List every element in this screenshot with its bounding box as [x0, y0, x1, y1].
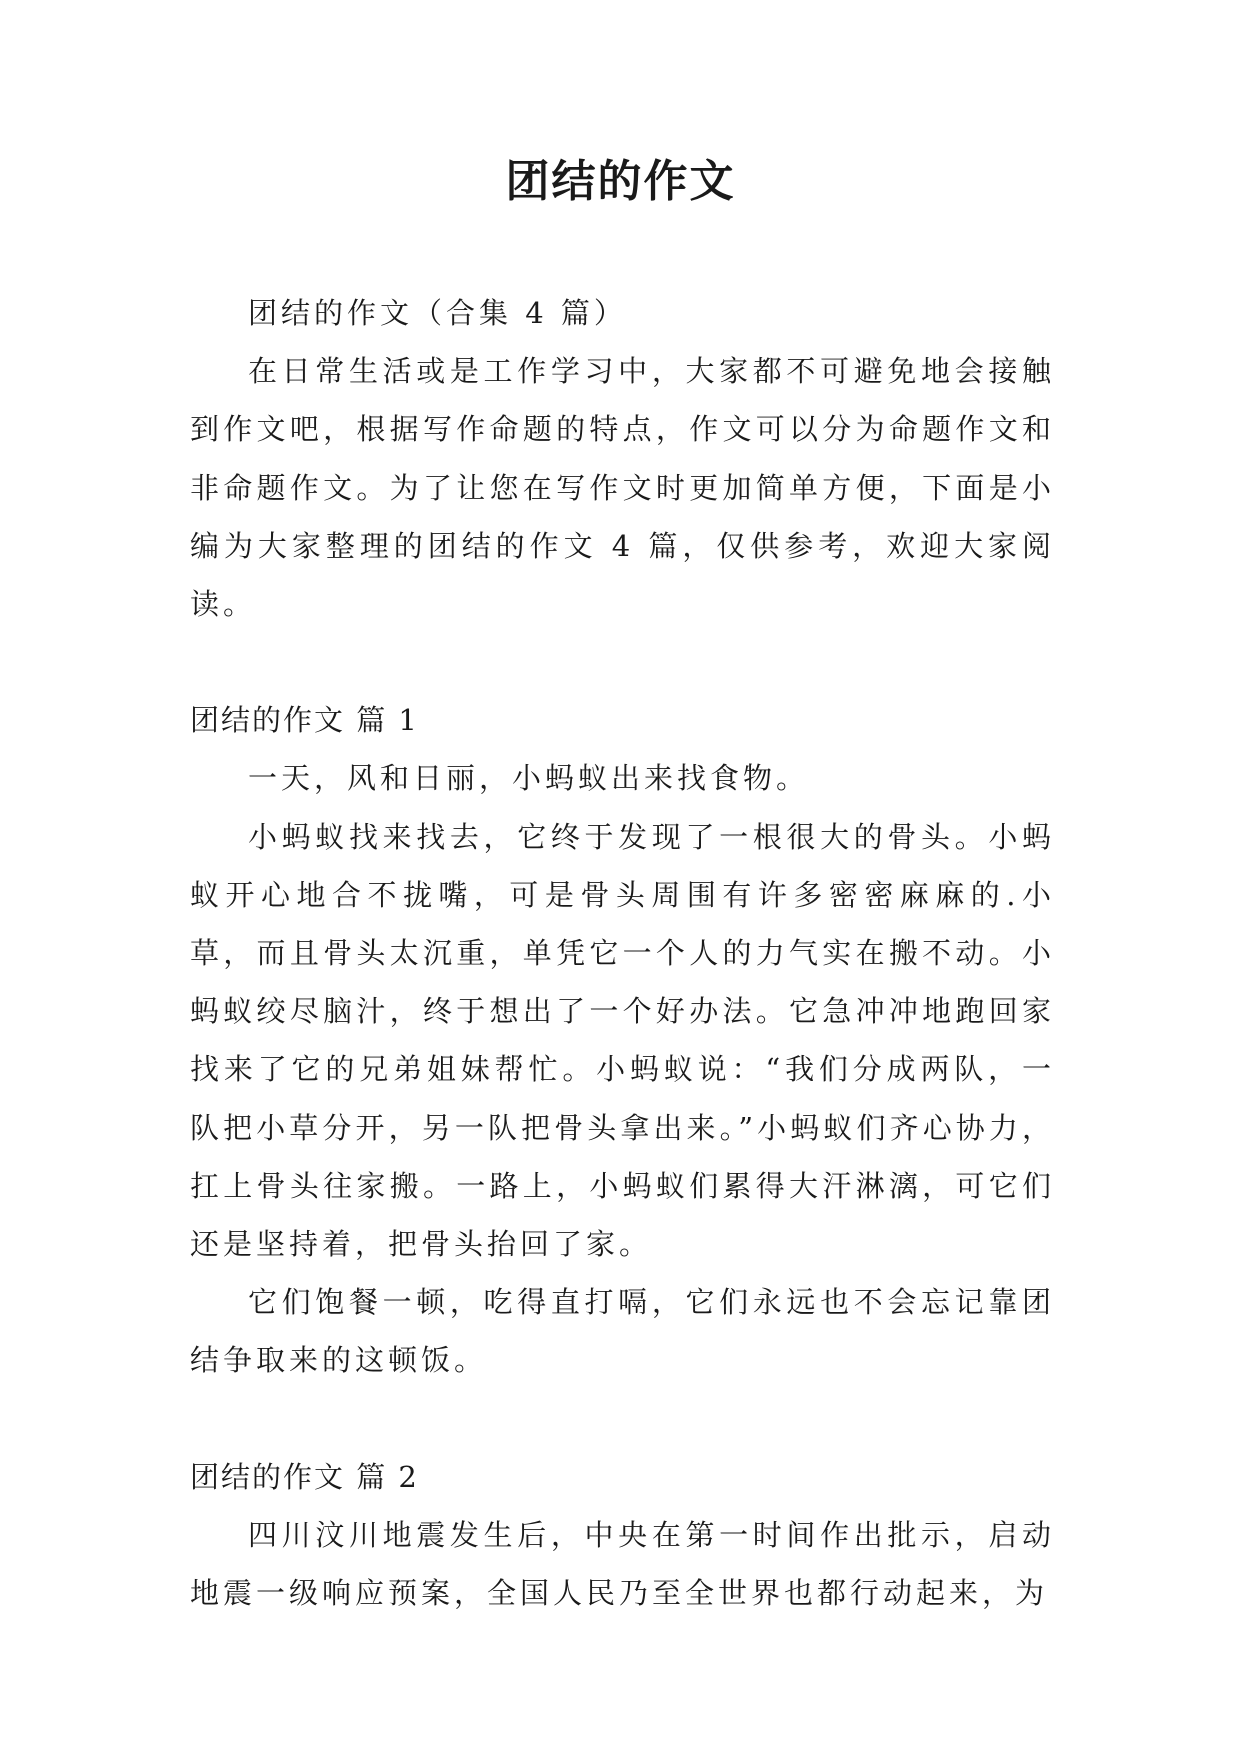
section-gap	[190, 1390, 1055, 1448]
section-1-paragraph-2: 小蚂蚁找来找去，它终于发现了一根很大的骨头。小蚂蚁开心地合不拢嘴，可是骨头周围有许多密密麻麻的.小草，而且骨头太沉重，单凭它一个人的力气实在搬不动。小蚂蚁绞尽脑汁，终于想出了一个好办法。它急冲冲地跑回家找来了它的兄弟姐妹帮忙。小蚂蚁说：“我们分成两队，一队把小草分开，另一队把骨头拿出来。”小蚂蚁们齐心协力，扛上骨头往家搬。一路上，小蚂蚁们累得大汗淋漓，可它们还是坚持着，把骨头抬回了家。	[190, 819, 1055, 1262]
document-title: 团结的作文	[505, 156, 736, 207]
document-body	[190, 284, 1055, 1622]
collection-subtitle: 团结的作文（合集 4 篇）	[248, 296, 627, 330]
section-gap	[190, 633, 1055, 691]
section-1-paragraph-3: 它们饱餐一顿，吃得直打嗝，它们永远也不会忘记靠团结争取来的这顿饭。	[190, 1285, 1055, 1378]
section-heading-2: 团结的作文 篇 2	[190, 1459, 419, 1494]
section-1-paragraph-1: 一天，风和日丽，小蚂蚁出来找食物。	[248, 761, 810, 796]
section-2-paragraph-1: 四川汶川地震发生后，中央在第一时间作出批示，启动地震一级响应预案，全国人民乃至全世界也都行动起来，为	[190, 1517, 1055, 1611]
intro-paragraph: 在日常生活或是工作学习中，大家都不可避免地会接触到作文吧，根据写作命题的特点，作文可以分为命题作文和非命题作文。为了让您在写作文时更加简单方便，下面是小编为大家整理的团结的作文 4 篇，仅供参考，欢迎大家阅读。	[190, 354, 1055, 622]
section-heading-1: 团结的作文 篇 1	[190, 703, 419, 738]
